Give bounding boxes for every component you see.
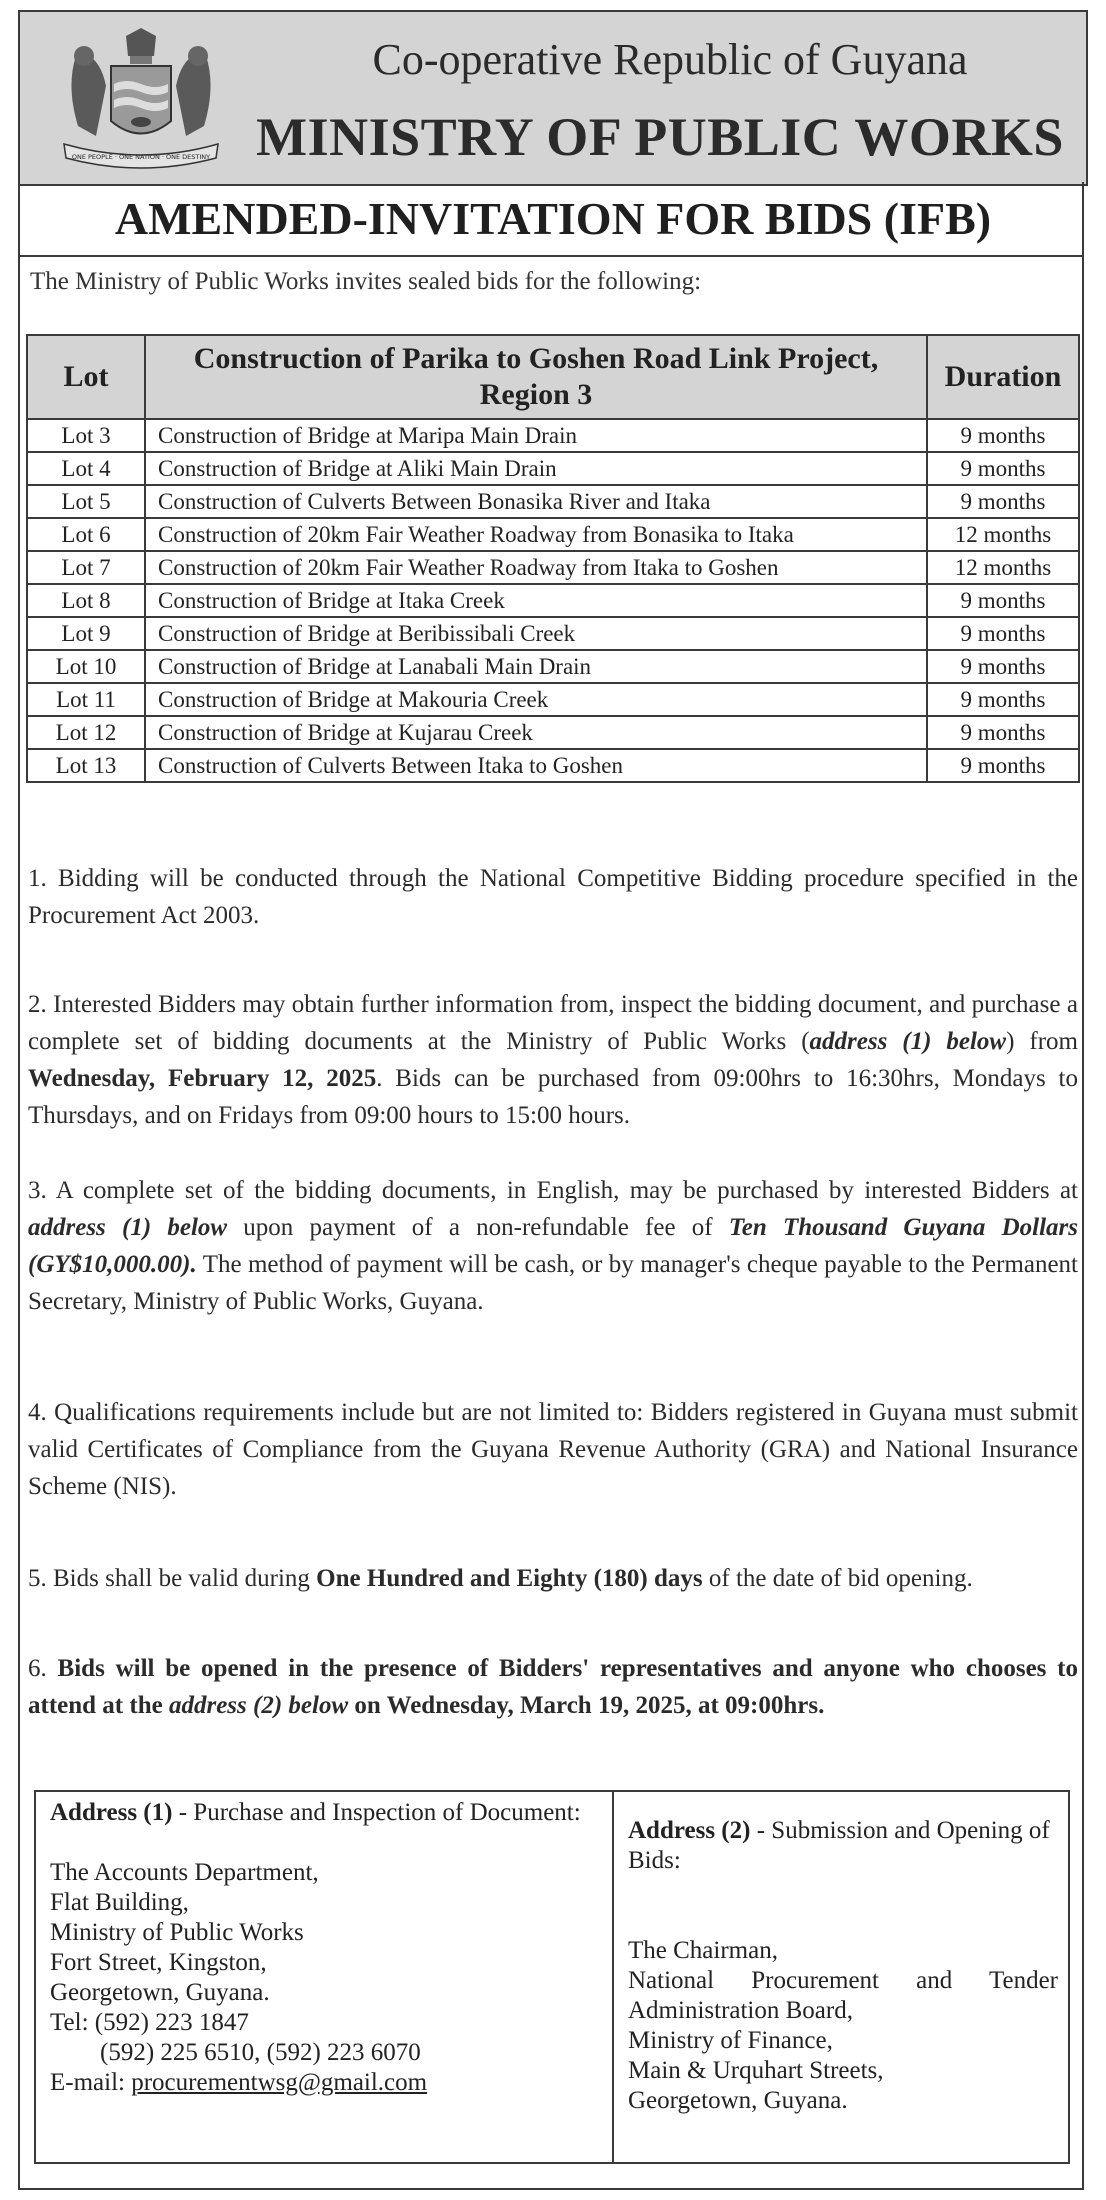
duration-cell: 9 months — [927, 683, 1079, 716]
description-cell: Construction of Bridge at Kujarau Creek — [145, 716, 927, 749]
paragraph-number: 1. — [28, 865, 47, 892]
lot-cell: Lot 12 — [27, 716, 145, 749]
email-label: E-mail: — [50, 2069, 125, 2096]
address-2-line: Administration Board, — [628, 1997, 853, 2024]
duration-cell: 9 months — [927, 584, 1079, 617]
paragraph-6-text: Bids will be opened in the presence of Bidders' representatives and anyone who chooses to attend at the — [28, 1655, 1079, 1719]
description-cell: Construction of Bridge at Lanabali Main Drain — [145, 650, 927, 683]
lot-cell: Lot 3 — [27, 419, 145, 452]
paragraph-1-text: Bidding will be conducted through the National Competitive Bidding procedure specified in the Procurement Act 2003. — [28, 865, 1079, 929]
paragraph-2-text: Interested Bidders may obtain further information from, inspect the bidding document, and purchase a complete set of bidding documents at the Ministry of Public Works ( — [28, 991, 1078, 1055]
paragraph-number: 6. — [28, 1655, 47, 1682]
address-box — [34, 1790, 1070, 2164]
paragraph-2-text: ) from — [1006, 1028, 1078, 1055]
lot-cell: Lot 4 — [27, 452, 145, 485]
paragraph-1 — [28, 860, 1078, 934]
address-1-line: The Accounts Department, — [50, 1859, 319, 1886]
duration-cell: 9 months — [927, 485, 1079, 518]
table-row — [27, 551, 1079, 584]
email-link[interactable]: procurementwsg@gmail.com — [131, 2069, 428, 2096]
address-1-line: Ministry of Public Works — [50, 1919, 304, 1946]
table-row — [27, 518, 1079, 551]
duration-cell: 9 months — [927, 716, 1079, 749]
purchase-start-date: Wednesday, February 12, 2025 — [28, 1065, 377, 1092]
paragraph-3 — [28, 1172, 1078, 1320]
bid-document-fee: Ten Thousand Guyana Dollars (GY$10,000.00). — [28, 1214, 1078, 1278]
address-1-block — [50, 1798, 596, 2098]
table-row — [27, 683, 1079, 716]
paragraph-3-text: The method of payment will be cash, or by manager's cheque payable to the Permanent Secretary, Ministry of Public Works, Guyana. — [28, 1251, 1078, 1315]
lot-cell: Lot 13 — [27, 749, 145, 782]
lot-cell: Lot 10 — [27, 650, 145, 683]
content-frame — [18, 182, 1084, 2190]
paragraph-number: 4. — [28, 1399, 47, 1426]
title-divider — [20, 255, 1082, 257]
guyana-coat-of-arms-icon — [56, 26, 226, 176]
duration-cell: 9 months — [927, 650, 1079, 683]
telephone-number: (592) 223 1847 — [94, 2009, 249, 2036]
address-1-reference: address (1) below — [28, 1214, 228, 1241]
address-2-line: Main & Urquhart Streets, — [628, 2057, 884, 2084]
address-1-line: Flat Building, — [50, 1889, 189, 1916]
description-cell: Construction of Culverts Between Bonasika River and Itaka — [145, 485, 927, 518]
duration-cell: 12 months — [927, 518, 1079, 551]
telephone-numbers: (592) 225 6510, (592) 223 6070 — [100, 2039, 421, 2066]
lot-cell: Lot 9 — [27, 617, 145, 650]
lot-cell: Lot 11 — [27, 683, 145, 716]
page-title: AMENDED-INVITATION FOR BIDS (IFB) — [114, 193, 992, 244]
duration-cell: 9 months — [927, 452, 1079, 485]
ministry-name: MINISTRY OF PUBLIC WORKS — [256, 107, 1064, 167]
duration-cell: 9 months — [927, 749, 1079, 782]
address-2-block — [628, 1816, 1058, 2116]
table-row — [27, 485, 1079, 518]
paragraph-5 — [28, 1560, 1078, 1597]
table-row — [27, 617, 1079, 650]
table-row — [27, 749, 1079, 782]
lot-cell: Lot 7 — [27, 551, 145, 584]
crest-motto: ONE PEOPLE · ONE NATION · ONE DESTINY — [71, 153, 211, 161]
table-row — [27, 452, 1079, 485]
address-2-reference: address (2) below — [168, 1692, 349, 1719]
lot-column-header: Lot — [27, 335, 145, 419]
header-band — [18, 10, 1088, 186]
description-cell: Construction of Bridge at Aliki Main Drain — [145, 452, 927, 485]
address-divider — [612, 1792, 614, 2162]
paragraph-4 — [28, 1394, 1078, 1505]
address-2-line: Ministry of Finance, — [628, 2027, 833, 2054]
description-cell: Construction of Bridge at Makouria Creek — [145, 683, 927, 716]
duration-cell: 12 months — [927, 551, 1079, 584]
paragraph-5-text: of the date of bid opening. — [702, 1565, 973, 1592]
description-cell: Construction of 20km Fair Weather Roadway from Itaka to Goshen — [145, 551, 927, 584]
table-row — [27, 716, 1079, 749]
paragraph-3-text: upon payment of a non-refundable fee of — [227, 1214, 729, 1241]
paragraph-5-text: Bids shall be valid during — [53, 1565, 317, 1592]
duration-column-header: Duration — [927, 335, 1079, 419]
address-2-line: The Chairman, — [628, 1937, 778, 1964]
description-cell: Construction of Bridge at Maripa Main Drain — [145, 419, 927, 452]
paragraph-4-text: Qualifications requirements include but are not limited to: Bidders registered in Guyana must submit valid Certificates of Compliance from the Guyana Revenue Authority (GRA) and National Insurance Scheme (NIS). — [28, 1399, 1078, 1500]
paragraph-2-text: . Bids can be purchased from 09:00hrs to 16:30hrs, Mondays to Thursdays, and on Fridays from 09:00 hours to 15:00 hours. — [28, 1065, 1078, 1129]
duration-cell: 9 months — [927, 617, 1079, 650]
lot-cell: Lot 8 — [27, 584, 145, 617]
bid-opening-date: on Wednesday, March 19, 2025, at 09:00hrs. — [348, 1692, 825, 1719]
project-column-header: Construction of Parika to Goshen Road Link Project, Region 3 — [145, 335, 927, 419]
paragraph-6 — [28, 1650, 1078, 1724]
country-name: Co-operative Republic of Guyana — [372, 35, 968, 84]
lot-cell: Lot 6 — [27, 518, 145, 551]
bid-validity-period: One Hundred and Eighty (180) days — [316, 1565, 703, 1592]
paragraph-number: 5. — [28, 1565, 47, 1592]
address-2-heading: - Submission and Opening of Bids: — [628, 1817, 1050, 1874]
table-row — [27, 419, 1079, 452]
table-row — [27, 584, 1079, 617]
paragraph-3-text: A complete set of the bidding documents, in English, may be purchased by interested Bidders at — [55, 1177, 1078, 1204]
intro-text: The Ministry of Public Works invites sealed bids for the following: — [30, 268, 702, 295]
address-1-reference: address (1) below — [809, 1028, 1007, 1055]
paragraph-2 — [28, 986, 1078, 1134]
description-cell: Construction of Bridge at Beribissibali Creek — [145, 617, 927, 650]
address-1-heading: - Purchase and Inspection of Document: — [172, 1799, 581, 1826]
address-2-line: National Procurement and Tender — [628, 1967, 1058, 1994]
address-1-label: Address (1) — [50, 1799, 173, 1826]
tel-label: Tel: — [50, 2009, 89, 2036]
description-cell: Construction of Bridge at Itaka Creek — [145, 584, 927, 617]
lot-cell: Lot 5 — [27, 485, 145, 518]
address-1-line: Georgetown, Guyana. — [50, 1979, 270, 2006]
address-2-line: Georgetown, Guyana. — [628, 2087, 848, 2114]
address-1-line: Fort Street, Kingston, — [50, 1949, 267, 1976]
table-header-row — [27, 335, 1079, 419]
paragraph-number: 2. — [28, 991, 47, 1018]
lots-table — [26, 334, 1080, 783]
paragraph-number: 3. — [28, 1177, 47, 1204]
duration-cell: 9 months — [927, 419, 1079, 452]
table-row — [27, 650, 1079, 683]
description-cell: Construction of 20km Fair Weather Roadway from Bonasika to Itaka — [145, 518, 927, 551]
address-2-label: Address (2) — [628, 1817, 751, 1844]
description-cell: Construction of Culverts Between Itaka to Goshen — [145, 749, 927, 782]
